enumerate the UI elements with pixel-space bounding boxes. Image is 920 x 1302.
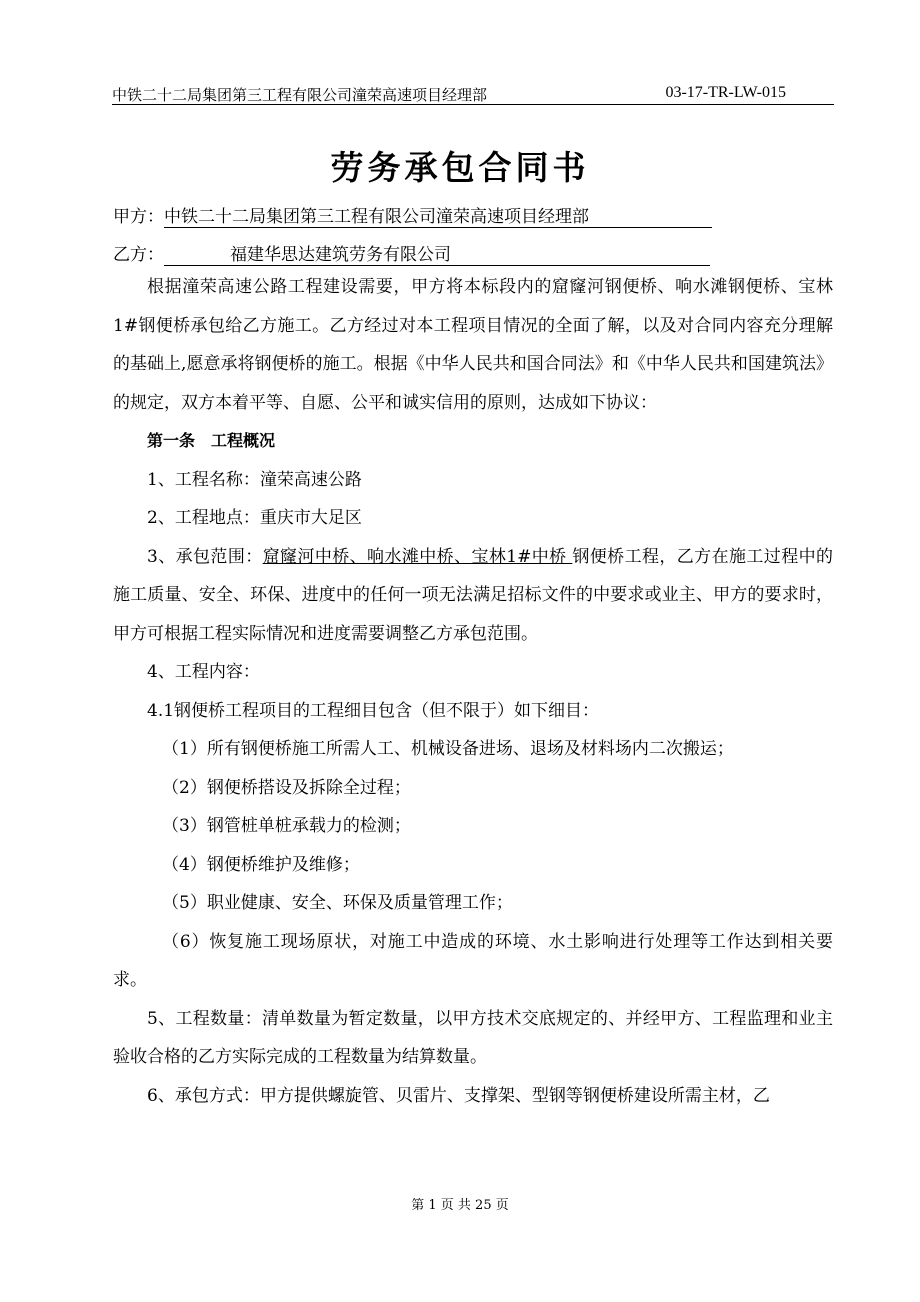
sub-item-1: （1）所有钢便桥施工所需人工、机械设备进场、退场及材料场内二次搬运； [162,739,734,759]
sub-item-6: （6）恢复施工现场原状，对施工中造成的环境、水土影响进行处理等工作达到相关要求。 [113,931,833,990]
item-2: 2、工程地点：重庆市大足区 [147,508,362,528]
item-4: 4、工程内容： [147,662,260,682]
sub-item-4: （4）钢便桥维护及维修； [162,854,360,875]
intro-paragraph: 根据潼荣高速公路工程建设需要，甲方将本标段内的窟窿河钢便桥、响水滩钢便桥、宝林1#钢便桥承包给乙方施工。乙方经过对本工程项目情况的全面了解，以及对合同内容充分理解的基础上,愿意承将钢便桥的施工。根据《中华人民共和国合同法》和《中华人民共和国建筑法》的规定，双方本着平等、自愿、公平和诚实信用的原则，达成如下协议： [113,277,833,413]
item-3-scope: 窟窿河中桥、响水滩中桥、宝林1#中桥 [262,546,573,567]
item-4-1: 4.1钢便桥工程项目的工程细目包含（但不限于）如下细目： [147,700,600,721]
sub-item-3: （3）钢管桩单桩承载力的检测； [162,816,411,836]
page-number: 第 1 页 共 25 页 [411,1198,509,1213]
item-5: 5、工程数量：清单数量为暂定数量，以甲方技术交底规定的、并经甲方、工程监理和业主验收合格的乙方实际完成的工程数量为结算数量。 [113,1008,833,1067]
article-1-heading: 第一条 工程概况 [147,431,276,450]
header-doc-code: 03-17-TR-LW-015 [665,84,786,101]
document-title: 劳务承包合同书 [330,148,590,187]
party-b-label: 乙方： [113,245,164,265]
header-company: 中铁二十二局集团第三工程有限公司潼荣高速项目经理部 [112,86,488,104]
document-body [113,268,833,1115]
item-3-prefix: 3、承包范围： [147,546,263,567]
item-6: 6、承包方式：甲方提供螺旋管、贝雷片、支撑架、型钢等钢便桥建设所需主材，乙 [147,1085,770,1106]
item-3 [113,538,833,654]
item-3-suffix: 钢便桥工程，乙方在施工过程中的施工质量、安全、环保、进度中的任何一项无法满足招标文件的中要求或业主、甲方的要求时，甲方可根据工程实际情况和进度需要调整乙方承包范围。 [113,546,833,644]
party-b [113,240,710,266]
sub-item-5: （5）职业健康、安全、环保及质量管理工作； [162,893,513,913]
item-1: 1、工程名称：潼荣高速公路 [147,469,362,490]
party-a-name: 中铁二十二局集团第三工程有限公司潼荣高速项目经理部 [164,202,712,228]
party-b-name: 福建华思达建筑劳务有限公司 [164,240,710,266]
page-header [112,82,834,105]
party-a-label: 甲方： [113,207,164,227]
sub-item-2: （2）钢便桥搭设及拆除全过程； [162,777,411,798]
party-a [113,202,712,228]
